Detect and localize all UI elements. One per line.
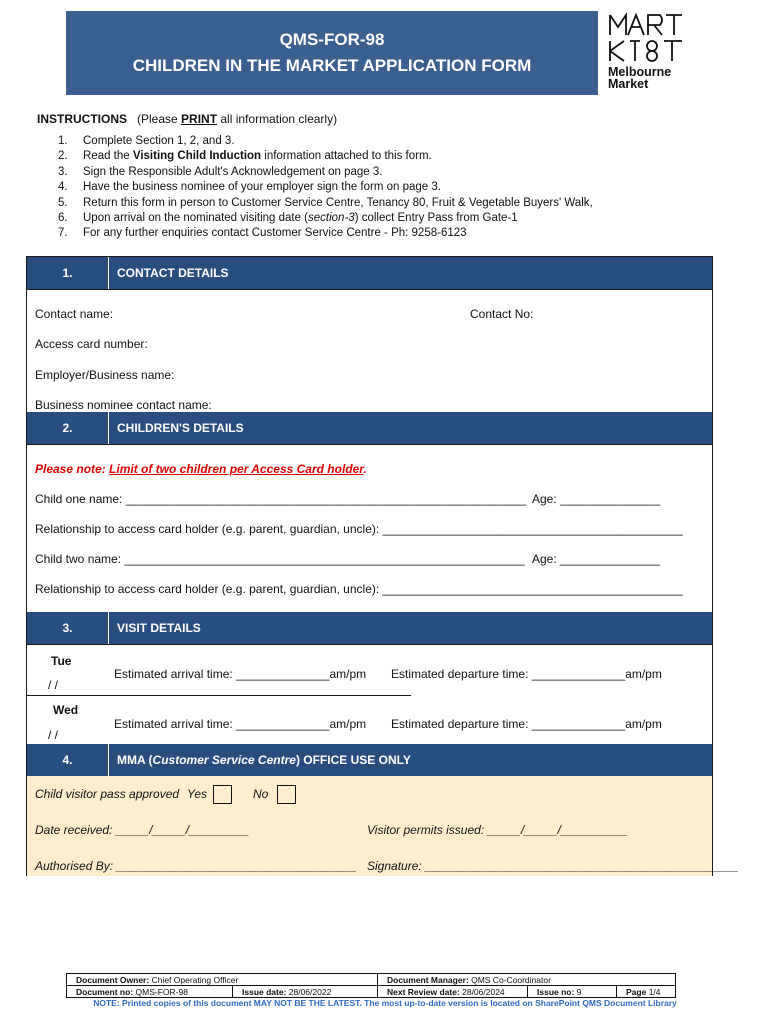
permits-issued-field[interactable]: Visitor permits issued: _____/_____/__________: [367, 823, 628, 837]
child-two-relationship-field[interactable]: Relationship to access card holder (e.g. parent, guardian, uncle): _____________________________________________: [35, 582, 683, 596]
instruction-item: 3. Sign the Responsible Adult's Acknowledgement on page 3.: [58, 165, 383, 178]
issue-number: Issue no: 9: [528, 986, 617, 998]
wed-departure-field[interactable]: Estimated departure time: ______________am/pm: [391, 717, 662, 731]
application-form: [26, 256, 739, 876]
form-title-banner: [66, 11, 598, 95]
issue-date: Issue date: 28/06/2022: [233, 986, 378, 998]
form-title: CHILDREN IN THE MARKET APPLICATION FORM: [132, 56, 532, 75]
access-card-field[interactable]: Access card number:: [35, 337, 148, 351]
logo-wordmark: Melbourne Market: [608, 65, 672, 91]
tue-departure-field[interactable]: Estimated departure time: ______________am/pm: [391, 667, 662, 681]
wed-arrival-field[interactable]: Estimated arrival time: ______________am/pm: [114, 717, 367, 731]
child-one-relationship-field[interactable]: Relationship to access card holder (e.g. parent, guardian, uncle): _____________________________________________: [35, 522, 683, 536]
printed-copy-note: NOTE: Printed copies of this document MAY NOT BE THE LATEST. The most up-to-date version is located on SharePoint QMS Document Library: [93, 998, 677, 1008]
instructions-list: [58, 134, 593, 242]
instruction-item: 5. Return this form in person to Customer Service Centre, Tenancy 80, Fruit & Vegetable Buyers' Walk,: [58, 196, 593, 209]
child-two-name-field[interactable]: Child two name: ____________________________________________________________: [35, 552, 525, 566]
signature-field[interactable]: Signature: _______________________________________________: [367, 859, 739, 873]
section-4-header: 4. MMA (Customer Service Centre) OFFICE USE ONLY: [27, 744, 712, 776]
divider: [27, 695, 411, 696]
tue-arrival-field[interactable]: Estimated arrival time: ______________am/pm: [114, 667, 367, 681]
doc-manager: Document Manager: QMS Co-Coordinator: [387, 975, 551, 985]
child-two-age-field[interactable]: Age: _______________: [532, 552, 661, 566]
contact-no-field[interactable]: Contact No:: [470, 307, 534, 321]
no-checkbox[interactable]: [277, 785, 296, 804]
review-date: Next Review date: 28/06/2024: [378, 986, 528, 998]
instruction-item: 7. For any further enquiries contact Customer Service Centre - Ph: 9258-6123: [58, 227, 467, 240]
visit-day-tue: Tue: [51, 654, 72, 668]
instructions-heading: INSTRUCTIONS (Please PRINT all information clearly): [37, 112, 338, 126]
form-code: QMS-FOR-98: [279, 30, 385, 49]
divider: [27, 644, 712, 645]
yes-label: Yes: [187, 787, 208, 801]
instruction-item: 2. Read the Visiting Child Induction information attached to this form.: [58, 150, 432, 163]
divider: [27, 444, 712, 445]
employer-field[interactable]: Employer/Business name:: [35, 368, 175, 382]
authorised-by-field[interactable]: Authorised By: ____________________________________: [35, 859, 357, 873]
instruction-item: 4. Have the business nominee of your employer sign the form on page 3.: [58, 181, 441, 194]
children-limit-note: Please note: Limit of two children per Access Card holder.: [35, 462, 367, 476]
no-label: No: [253, 787, 269, 801]
visit-date-tue-field[interactable]: / /: [48, 678, 59, 692]
divider: [27, 289, 712, 290]
instruction-item: 6. Upon arrival on the nominated visiting date (section-3) collect Entry Pass from Gate-1: [58, 212, 518, 225]
document-control-footer: [66, 973, 676, 998]
visit-date-wed-field[interactable]: / /: [48, 728, 59, 742]
pass-approved-label: Child visitor pass approved: [35, 787, 180, 801]
yes-checkbox[interactable]: [213, 785, 232, 804]
child-one-name-field[interactable]: Child one name: ____________________________________________________________: [35, 492, 527, 506]
office-use-panel: [27, 776, 739, 876]
doc-number: Document no: QMS-FOR-98: [67, 986, 233, 998]
page-number: Page 1/4: [626, 987, 661, 997]
instruction-item: 1. Complete Section 1, 2, and 3.: [58, 135, 235, 147]
contact-name-field[interactable]: Contact name:: [35, 307, 114, 321]
child-one-age-field[interactable]: Age: _______________: [532, 492, 661, 506]
visit-day-wed: Wed: [53, 703, 79, 717]
section-2-header: 2. CHILDREN'S DETAILS: [27, 412, 712, 444]
section-1-header: 1. CONTACT DETAILS: [27, 257, 712, 289]
section-3-header: 3. VISIT DETAILS: [27, 612, 712, 644]
doc-owner: Document Owner: Chief Operating Officer: [67, 974, 378, 986]
nominee-field[interactable]: Business nominee contact name:: [35, 398, 212, 412]
date-received-field[interactable]: Date received: _____/_____/_________: [35, 823, 250, 837]
